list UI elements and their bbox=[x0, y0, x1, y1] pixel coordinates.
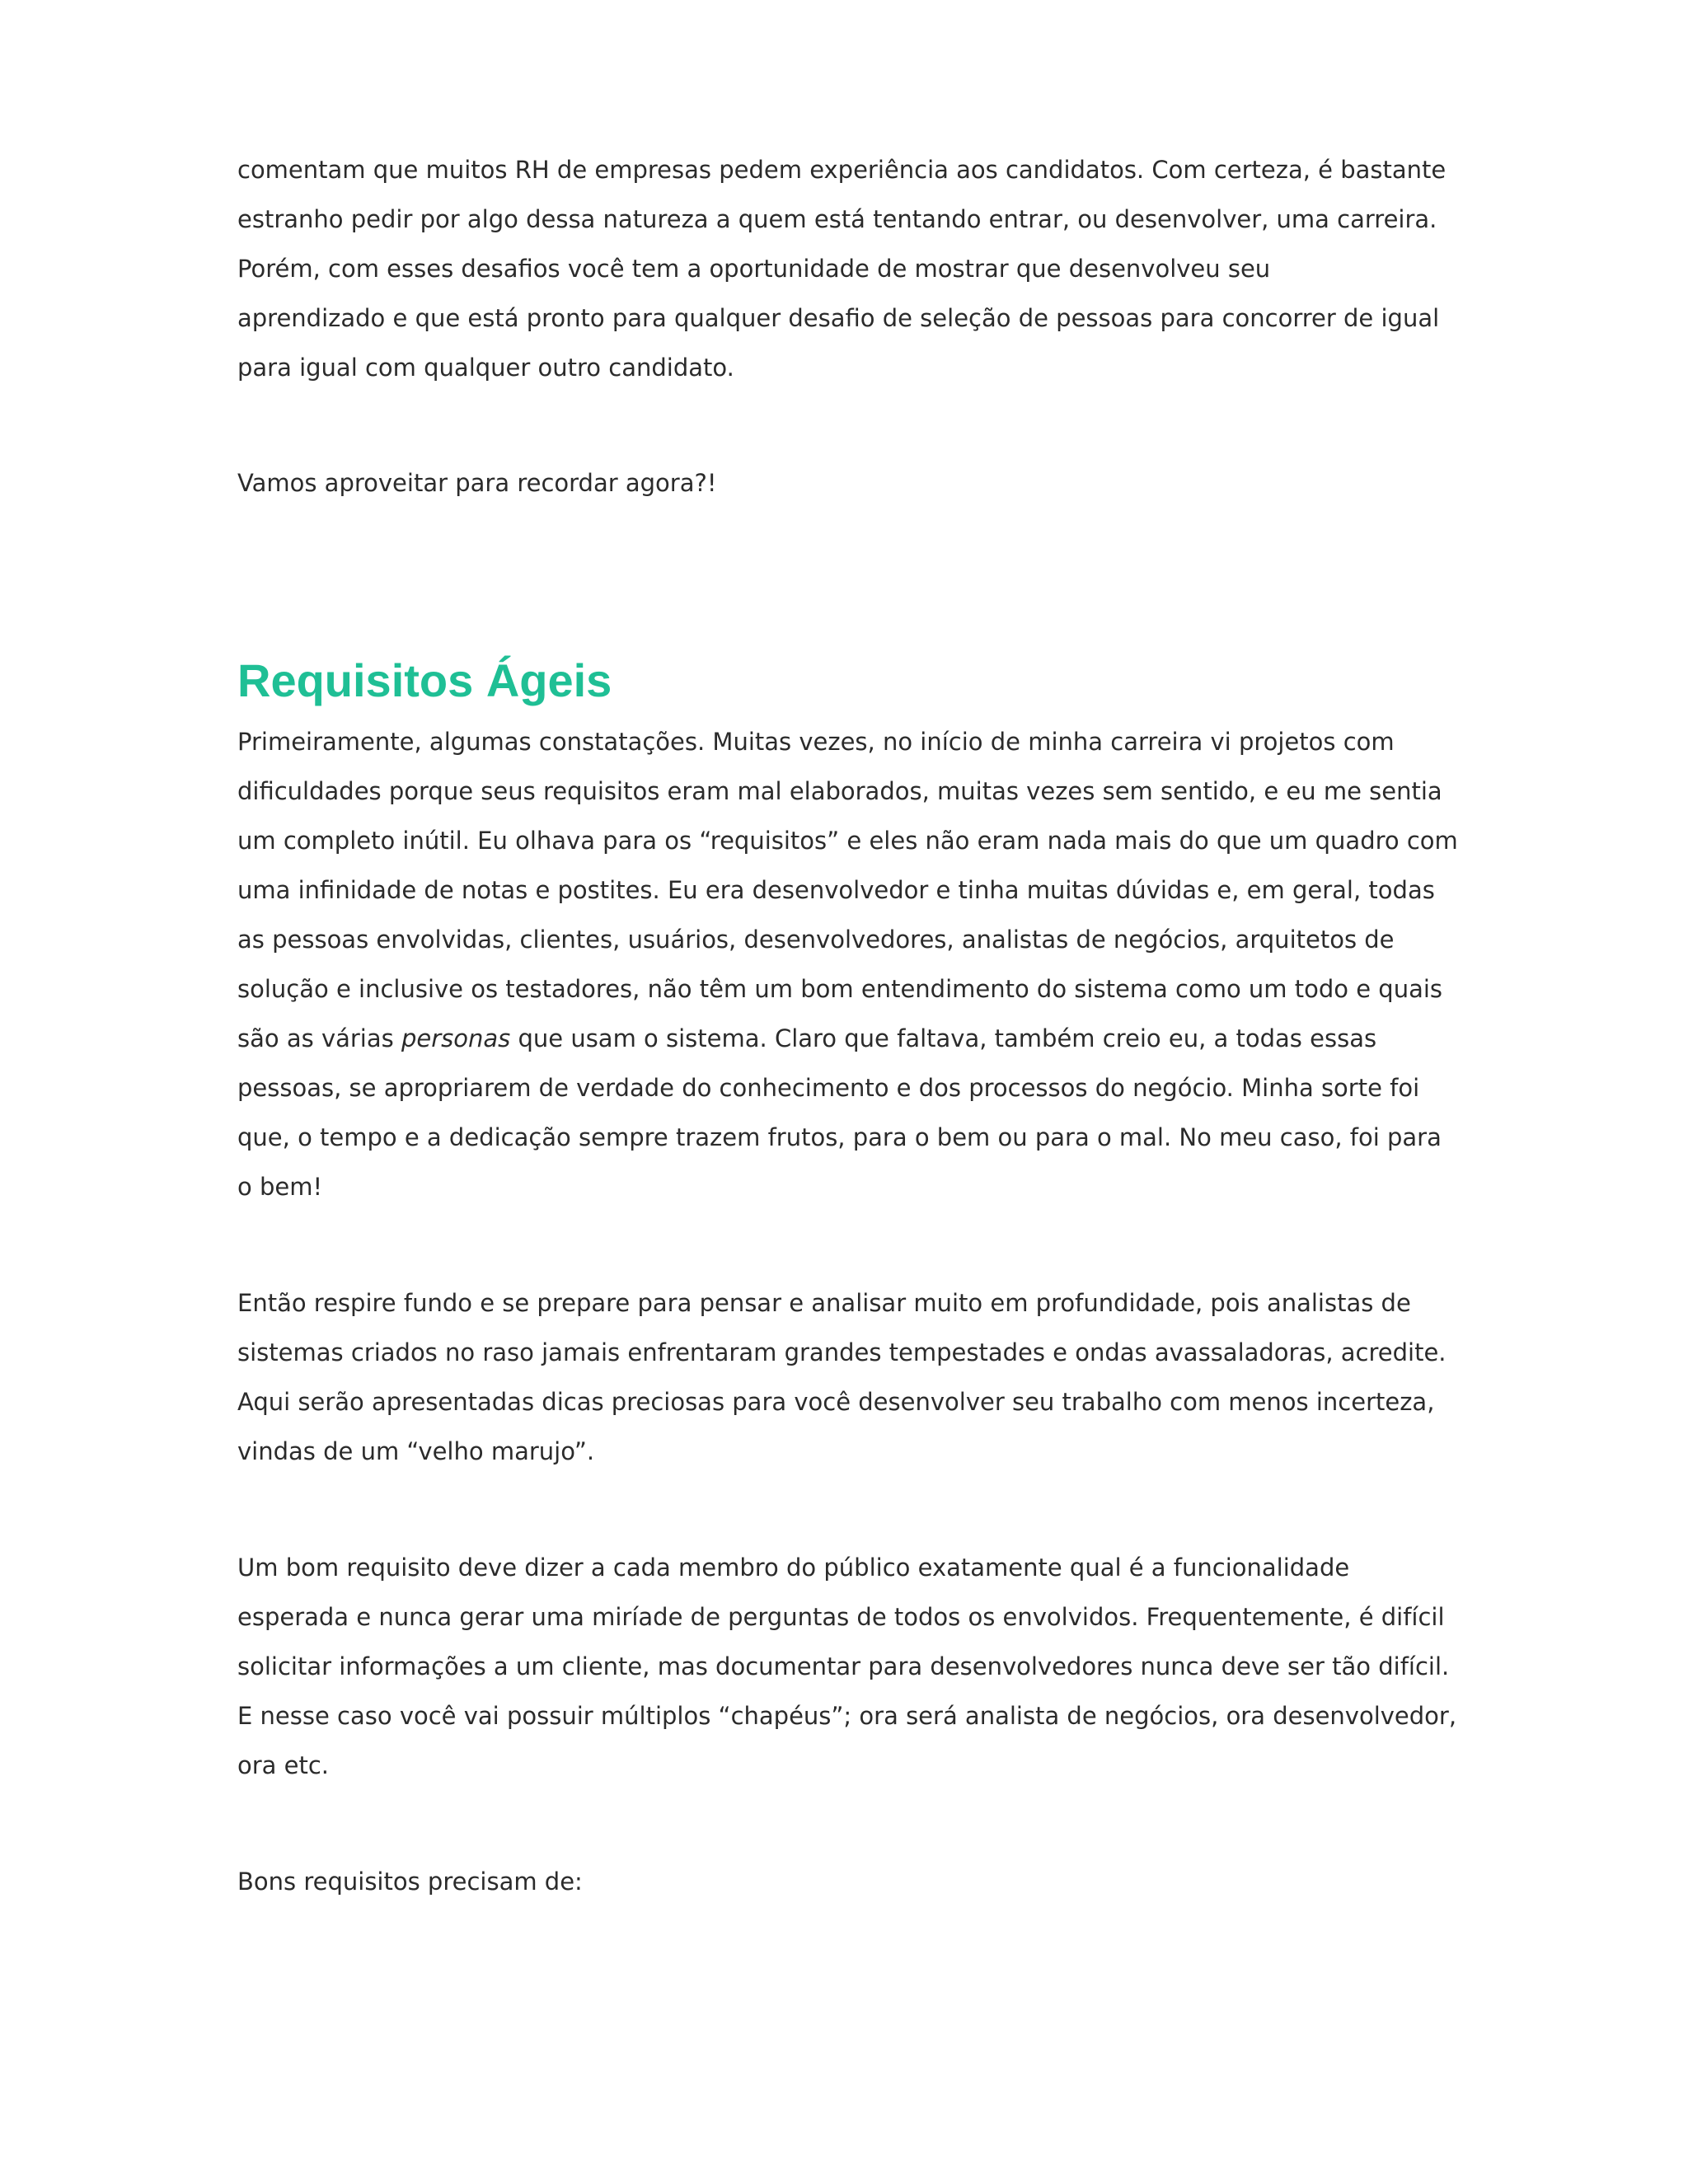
text-line: Um bom requisito deve dizer a cada membro do público exatamente qual é a funcionalidade bbox=[237, 1554, 1350, 1582]
page-content bbox=[237, 145, 1458, 1906]
text-line: Então respire fundo e se prepare para pensar e analisar muito em profundidade, pois analistas de bbox=[237, 1289, 1411, 1317]
section-paragraph-2 bbox=[237, 1278, 1449, 1476]
section-paragraph-1 bbox=[237, 717, 1458, 1212]
section-title: Requisitos Ágeis bbox=[237, 654, 612, 706]
text-line: estranho pedir por algo dessa natureza a quem está tentando entrar, ou desenvolver, uma carreira. bbox=[237, 205, 1437, 233]
text-line: aprendizado e que está pronto para qualquer desafio de seleção de pessoas para concorrer de igual bbox=[237, 304, 1440, 332]
text-line: vindas de um “velho marujo”. bbox=[237, 1437, 595, 1465]
text-line: o bem! bbox=[237, 1173, 323, 1201]
text-line: uma infinidade de notas e postites. Eu era desenvolvedor e tinha muitas dúvidas e, em geral, todas bbox=[237, 876, 1435, 904]
text-line: ora etc. bbox=[237, 1751, 330, 1779]
text-line: que, o tempo e a dedicação sempre trazem frutos, para o bem ou para o mal. No meu caso, foi para bbox=[237, 1123, 1442, 1151]
italic-term: personas bbox=[401, 1024, 511, 1052]
text-line: Aqui serão apresentadas dicas preciosas para você desenvolver seu trabalho com menos incerteza, bbox=[237, 1388, 1435, 1416]
text-line: Primeiramente, algumas constatações. Muitas vezes, no início de minha carreira vi projetos com bbox=[237, 728, 1395, 756]
text-line: sistemas criados no raso jamais enfrentaram grandes tempestades e ondas avassaladoras, acredite. bbox=[237, 1338, 1447, 1366]
text-line: esperada e nunca gerar uma miríade de perguntas de todos os envolvidos. Frequentemente, é difícil bbox=[237, 1603, 1445, 1631]
spacer bbox=[237, 508, 1449, 648]
intro-paragraph bbox=[237, 145, 1449, 392]
text-line: as pessoas envolvidas, clientes, usuários, desenvolvedores, analistas de negócios, arquitetos de bbox=[237, 926, 1395, 954]
section-paragraph-3 bbox=[237, 1543, 1457, 1790]
text-line bbox=[237, 1014, 1449, 1063]
text-segment: são as várias bbox=[237, 1024, 401, 1052]
text-line: solicitar informações a um cliente, mas documentar para desenvolvedores nunca deve ser tão difícil. bbox=[237, 1652, 1450, 1680]
text-line: dificuldades porque seus requisitos eram mal elaborados, muitas vezes sem sentido, e eu me sentia bbox=[237, 777, 1442, 805]
text-line: Bons requisitos precisam de: bbox=[237, 1868, 583, 1896]
spacer bbox=[237, 392, 1449, 458]
spacer bbox=[237, 1790, 1449, 1857]
spacer bbox=[237, 1212, 1449, 1278]
text-segment: que usam o sistema. Claro que faltava, também creio eu, a todas essas bbox=[510, 1024, 1377, 1052]
section-closing bbox=[237, 1857, 1449, 1906]
text-line: Vamos aproveitar para recordar agora?! bbox=[237, 469, 717, 497]
text-line: pessoas, se apropriarem de verdade do conhecimento e dos processos do negócio. Minha sorte foi bbox=[237, 1074, 1420, 1102]
text-line: comentam que muitos RH de empresas pedem experiência aos candidatos. Com certeza, é bastante bbox=[237, 156, 1447, 184]
text-line: solução e inclusive os testadores, não têm um bom entendimento do sistema como um todo e quais bbox=[237, 975, 1443, 1003]
text-line: para igual com qualquer outro candidato. bbox=[237, 354, 734, 382]
text-line: E nesse caso você vai possuir múltiplos “chapéus”; ora será analista de negócios, ora desenvolvedor, bbox=[237, 1702, 1457, 1730]
text-line: Porém, com esses desafios você tem a oportunidade de mostrar que desenvolveu seu bbox=[237, 255, 1271, 283]
text-line: um completo inútil. Eu olhava para os “requisitos” e eles não eram nada mais do que um quadro com bbox=[237, 827, 1458, 855]
intro-closing bbox=[237, 458, 1449, 508]
spacer bbox=[237, 1476, 1449, 1543]
